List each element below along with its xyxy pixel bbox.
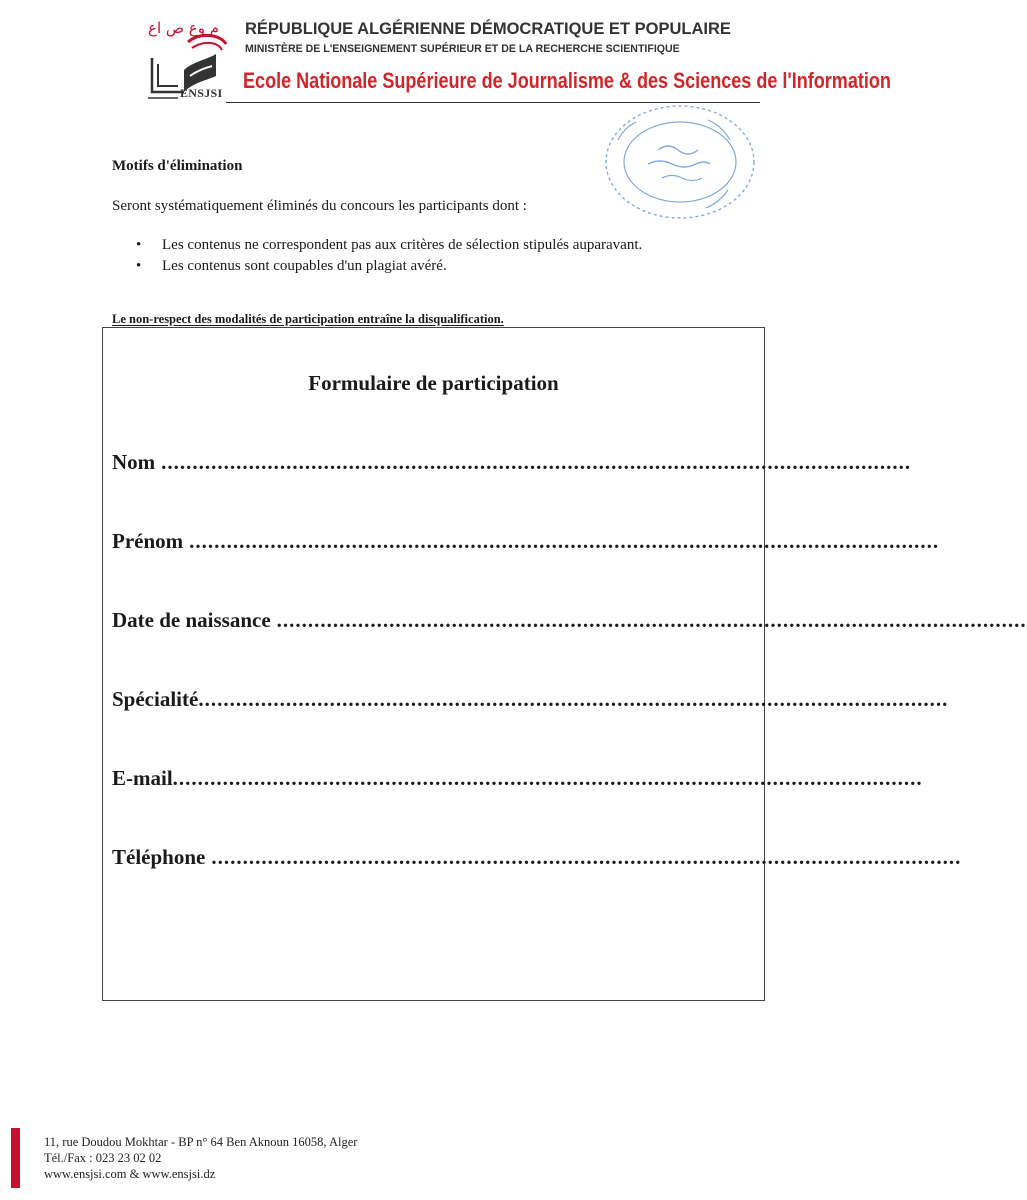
school-name: Ecole Nationale Supérieure de Journalisme & des Sciences de l'Information <box>243 68 891 93</box>
field-label: Date de naissance <box>112 608 271 632</box>
field-date-naissance[interactable] <box>112 608 1027 638</box>
logo-acronym: ENSJSI <box>180 86 223 100</box>
elimination-criteria-list <box>136 237 642 279</box>
field-label: E-mail <box>112 766 173 790</box>
field-nom[interactable] <box>112 450 912 480</box>
field-email[interactable] <box>112 766 923 796</box>
disqualification-warning: Le non-respect des modalités de participation entraîne la disqualification. <box>112 312 504 326</box>
logo-arabic-text: م وع ص اع <box>148 19 220 37</box>
form-title: Formulaire de participation <box>308 371 559 395</box>
field-label: Téléphone <box>112 845 206 869</box>
list-item: • Les contenus ne correspondent pas aux critères de sélection stipulés auparavant. <box>136 237 642 258</box>
list-item: • Les contenus sont coupables d'un plagiat avéré. <box>136 258 642 279</box>
motifs-title: Motifs d'élimination <box>112 158 243 174</box>
republic-title: RÉPUBLIQUE ALGÉRIENNE DÉMOCRATIQUE ET POPULAIRE <box>245 20 731 38</box>
official-stamp <box>588 100 760 228</box>
field-telephone[interactable] <box>112 845 962 875</box>
fill-in-line[interactable]: ........................................................................................................................ <box>211 845 962 869</box>
footer-phone: Tél./Fax : 023 23 02 02 <box>44 1151 162 1165</box>
footer-contact <box>44 1134 357 1182</box>
motifs-intro: Seront systématiquement éliminés du concours les participants dont : <box>112 198 527 214</box>
fill-in-line[interactable]: ........................................................................................................................ <box>189 529 940 553</box>
footer-address: 11, rue Doudou Mokhtar - BP n° 64 Ben Aknoun 16058, Alger <box>44 1135 358 1149</box>
footer-website[interactable]: www.ensjsi.com & www.ensjsi.dz <box>44 1167 216 1181</box>
field-label: Spécialité <box>112 687 199 711</box>
field-label: Prénom <box>112 529 184 553</box>
fill-in-line[interactable]: ........................................................................................................................ <box>276 608 1027 632</box>
field-label: Nom <box>112 450 156 474</box>
field-prenom[interactable] <box>112 529 940 559</box>
participation-form <box>102 327 765 1001</box>
fill-in-line[interactable]: ........................................................................................................................ <box>198 687 949 711</box>
fill-in-line[interactable]: ........................................................................................................................ <box>172 766 923 790</box>
field-specialite[interactable] <box>112 687 949 717</box>
fill-in-line[interactable]: ........................................................................................................................ <box>161 450 912 474</box>
ministry-title: MINISTÈRE DE L'ENSEIGNEMENT SUPÉRIEUR ET DE LA RECHERCHE SCIENTIFIQUE <box>245 43 680 55</box>
footer-accent-bar <box>11 1128 20 1188</box>
